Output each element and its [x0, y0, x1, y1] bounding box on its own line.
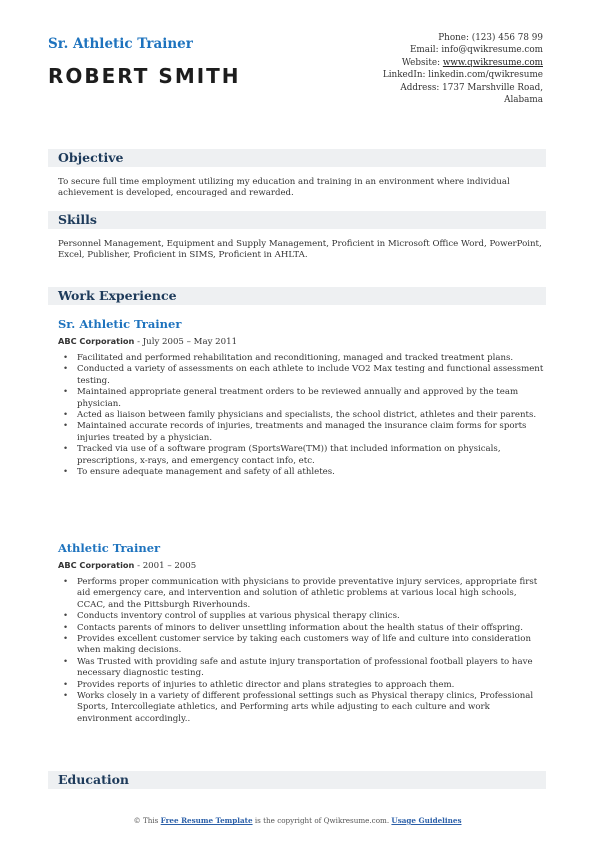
bullet-icon: •	[63, 387, 69, 398]
contact-linkedin	[283, 69, 543, 81]
bullet-icon: •	[63, 444, 69, 455]
list-item: • Contacts parents of minors to deliver unsettling information about the health status of their offspring.	[63, 622, 523, 633]
bullet-icon: •	[63, 364, 69, 375]
education-heading: Education	[48, 771, 546, 789]
list-item: • Was Trusted with providing safe and astute injury transportation of professional football players to have necessary diagnostic testing.	[63, 656, 533, 679]
list-item: • To ensure adequate management and safety of all athletes.	[63, 467, 335, 478]
website-label: Website:	[401, 57, 441, 68]
skills-heading: Skills	[48, 211, 546, 229]
objective-heading: Objective	[48, 149, 546, 167]
bullet-icon: •	[63, 577, 69, 587]
phone-value: (123) 456 78 99	[471, 33, 543, 43]
list-item: • Provides excellent customer service by taking each customers way of life and culture into consideration when making decisions.	[63, 634, 531, 656]
company-name-2: ABC Corporation	[58, 560, 135, 570]
candidate-name: ROBERT SMITH	[48, 64, 241, 88]
list-item: • Provides reports of injuries to athletic director and plans strategies to approach them.	[63, 679, 455, 690]
footer-middle: is the copyright of Qwikresume.com.	[252, 816, 392, 825]
job-title-1: Sr. Athletic Trainer	[58, 317, 182, 331]
work-experience-heading: Work Experience	[48, 287, 546, 305]
list-item: • Facilitated and performed rehabilitation and reconditioning, managed and tracked treatment plans.	[63, 353, 514, 363]
bullet-icon: •	[63, 634, 69, 645]
job-dates-1: - July 2005 – May 2011	[134, 337, 238, 347]
company-name-1: ABC Corporation	[58, 336, 135, 346]
list-item: • Acted as liaison between family physicians and specialists, the school district, athletes and their parents.	[63, 410, 537, 421]
usage-guidelines-link[interactable]: Usage Guidelines	[391, 816, 462, 825]
list-item: • Performs proper communication with physicians to provide preventative injury services, appropriate first aid emergency care, and intervention and solution of athletic problems at various local high schools, CCAC, and the Pittsburgh Riverhounds.	[63, 577, 538, 610]
job-title-2: Athletic Trainer	[58, 541, 161, 555]
bullet-icon: •	[63, 656, 69, 667]
list-item: • Maintained appropriate general treatment orders to be reviewed annually and approved by the team physician.	[63, 387, 519, 409]
skills-text: Personnel Management, Equipment and Supply Management, Proficient in Microsoft Office Word, PowerPoint, Excel, Publisher, Proficient in SIMS, Proficient in AHLTA.	[58, 239, 542, 261]
address-label: Address:	[400, 82, 440, 93]
bullet-icon: •	[63, 467, 69, 478]
bullet-icon: •	[63, 679, 69, 690]
job-company-2	[58, 560, 196, 571]
list-item: • Tracked via use of a software program (SportsWare(TM)) that included information on physicals, prescriptions, x-rays, and emergency contact info, etc.	[63, 444, 501, 466]
contact-email	[283, 44, 543, 56]
linkedin-value: linkedin.com/qwikresume	[428, 70, 543, 81]
bullet-icon: •	[63, 622, 69, 633]
list-item: • Conducted a variety of assessments on each athlete to include VO2 Max testing and functional assessment testing.	[63, 364, 544, 386]
website-link[interactable]: www.qwikresume.com	[442, 57, 543, 68]
linkedin-label: LinkedIn:	[382, 70, 426, 81]
email-value: info@qwikresume.com	[441, 45, 543, 56]
bullet-icon: •	[63, 353, 69, 363]
contact-address	[283, 82, 543, 94]
contact-website	[283, 57, 543, 69]
job-dates-2: - 2001 – 2005	[134, 561, 197, 571]
list-item: • Conducts inventory control of supplies at various physical therapy clinics.	[63, 611, 400, 622]
job-company-1	[58, 336, 237, 347]
email-label: Email:	[409, 45, 439, 56]
list-item: • Works closely in a variety of different professional settings such as Physical therapy clinics, Professional Sports, Intercollegiate athletics, and Performing arts while adjusting to each culture and work environment accordingly..	[63, 691, 534, 724]
footer	[0, 816, 595, 825]
list-item: • Maintained accurate records of injuries, treatments and managed the insurance claim forms for sports injuries treated by a physician.	[63, 421, 527, 443]
bullet-icon: •	[63, 691, 69, 702]
contact-address-line2: Alabama	[504, 95, 543, 106]
contact-phone	[283, 32, 543, 44]
job-bullets-1	[58, 353, 546, 478]
free-resume-template-link[interactable]: Free Resume Template	[160, 816, 253, 825]
objective-text: To secure full time employment utilizing my education and training in an environment where individual achievement is developed, encouraged and rewarded.	[58, 177, 510, 199]
bullet-icon: •	[63, 410, 69, 421]
contact-block	[283, 32, 543, 106]
bullet-icon: •	[63, 611, 69, 622]
bullet-icon: •	[63, 421, 69, 432]
job-bullets-2	[58, 577, 546, 725]
address-line1: 1737 Marshville Road,	[442, 82, 543, 93]
phone-label: Phone:	[438, 33, 469, 43]
footer-prefix: © This	[133, 816, 161, 825]
header-job-title: Sr. Athletic Trainer	[48, 36, 193, 52]
